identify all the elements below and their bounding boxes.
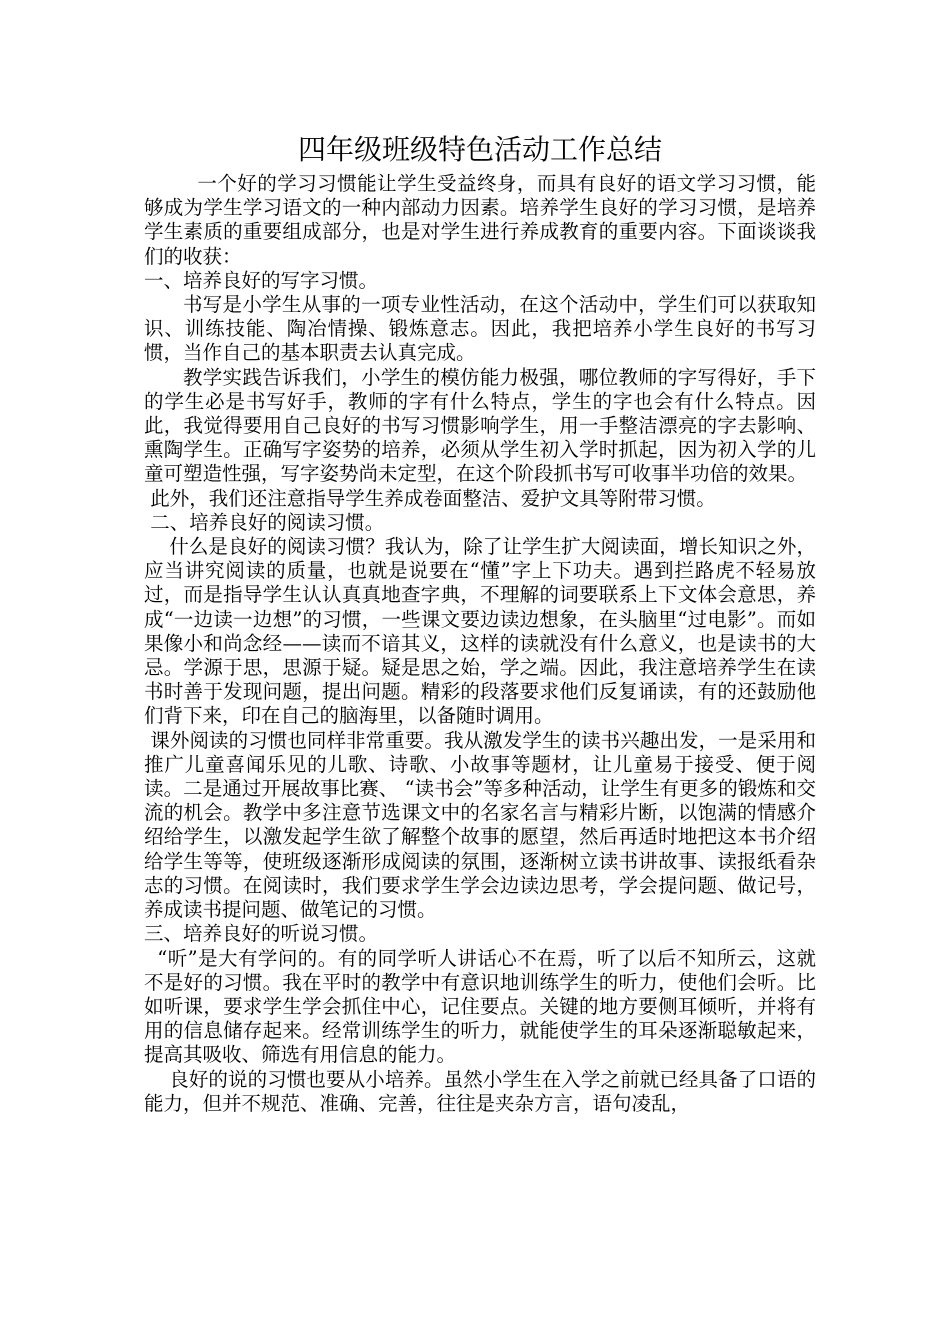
intro-paragraph: 一个好的学习习惯能让学生受益终身，而具有良好的语文学习习惯，能够成为学生学习语文的一种内部动力因素。培养学生良好的学习习惯，是培养学生素质的重要组成部分，也是对学生进行养成教育的重要内容。下面谈谈我们的收获： (144, 172, 816, 268)
section-heading-reading: 二、培养良好的阅读习惯。 (144, 510, 385, 534)
body-paragraph: 良好的说的习惯也要从小培养。虽然小学生在入学之前就已经具备了口语的能力，但并不规范、准确、完善，往往是夹杂方言，语句凌乱， (144, 1067, 816, 1115)
body-paragraph: 此外，我们还注意指导学生养成卷面整洁、爱护文具等附带习惯。 (144, 486, 716, 510)
body-paragraph: 教学实践告诉我们，小学生的模仿能力极强，哪位教师的字写得好，手下的学生必是书写好手，教师的字有什么特点，学生的字也会有什么特点。因此，我觉得要用自己良好的书写习惯影响学生，用一手整洁漂亮的字去影响、熏陶学生。正确写字姿势的培养，必须从学生初入学时抓起，因为初入学的儿童可塑造性强，写字姿势尚未定型，在这个阶段抓书写可收事半功倍的效果。 (144, 365, 816, 486)
document-body (144, 172, 816, 1116)
body-paragraph: “听”是大有学问的。有的同学听人讲话心不在焉，听了以后不知所云，这就不是好的习惯。我在平时的教学中有意识地训练学生的听力，使他们会听。比如听课，要求学生学会抓住中心，记住要点。关键的地方要侧耳倾听，并将有用的信息储存起来。经常训练学生的听力，就能使学生的耳朵逐渐聪敏起来，提高其吸收、筛选有用信息的能力。 (144, 946, 816, 1067)
section-heading-listening: 三、培养良好的听说习惯。 (144, 922, 379, 946)
body-paragraph: 什么是良好的阅读习惯？我认为，除了让学生扩大阅读面，增长知识之外，应当讲究阅读的质量，也就是说要在“懂”字上下功夫。遇到拦路虎不轻易放过，而是指导学生认认真真地查字典，不理解的词要联系上下文体会意思，养成“一边读一边想”的习惯，一些课文要边读边想象，在头脑里“过电影”。而如果像小和尚念经——读而不谙其义，这样的读就没有什么意义，也是读书的大忌。学源于思，思源于疑。疑是思之始，学之端。因此，我注意培养学生在读书时善于发现问题，提出问题。精彩的段落要求他们反复诵读，有的还鼓励他们背下来，印在自己的脑海里，以备随时调用。 (144, 535, 816, 728)
section-heading-writing: 一、培养良好的写字习惯。 (144, 268, 379, 292)
body-paragraph: 书写是小学生从事的一项专业性活动，在这个活动中，学生们可以获取知识、训练技能、陶冶情操、锻炼意志。因此，我把培养小学生良好的书写习惯，当作自己的基本职责去认真完成。 (144, 293, 816, 365)
document-page (144, 128, 816, 1116)
body-paragraph: 课外阅读的习惯也同样非常重要。我从激发学生的读书兴趣出发，一是采用和推广儿童喜闻乐见的儿歌、诗歌、小故事等题材，让儿童易于接受、便于阅读。二是通过开展故事比赛、 “读书会”等多种活动，让学生有更多的锻炼和交流的机会。教学中多注意节选课文中的名家名言与精彩片断，以饱满的情感介绍给学生，以激发起学生欲了解整个故事的愿望，然后再适时地把这本书介绍给学生等等，使班级逐渐形成阅读的氛围，逐渐树立读书讲故事、读报纸看杂志的习惯。在阅读时，我们要求学生学会边读边思考，学会提问题、做记号，养成读书提问题、做笔记的习惯。 (144, 728, 816, 922)
document-title: 四年级班级特色活动工作总结 (297, 133, 662, 166)
